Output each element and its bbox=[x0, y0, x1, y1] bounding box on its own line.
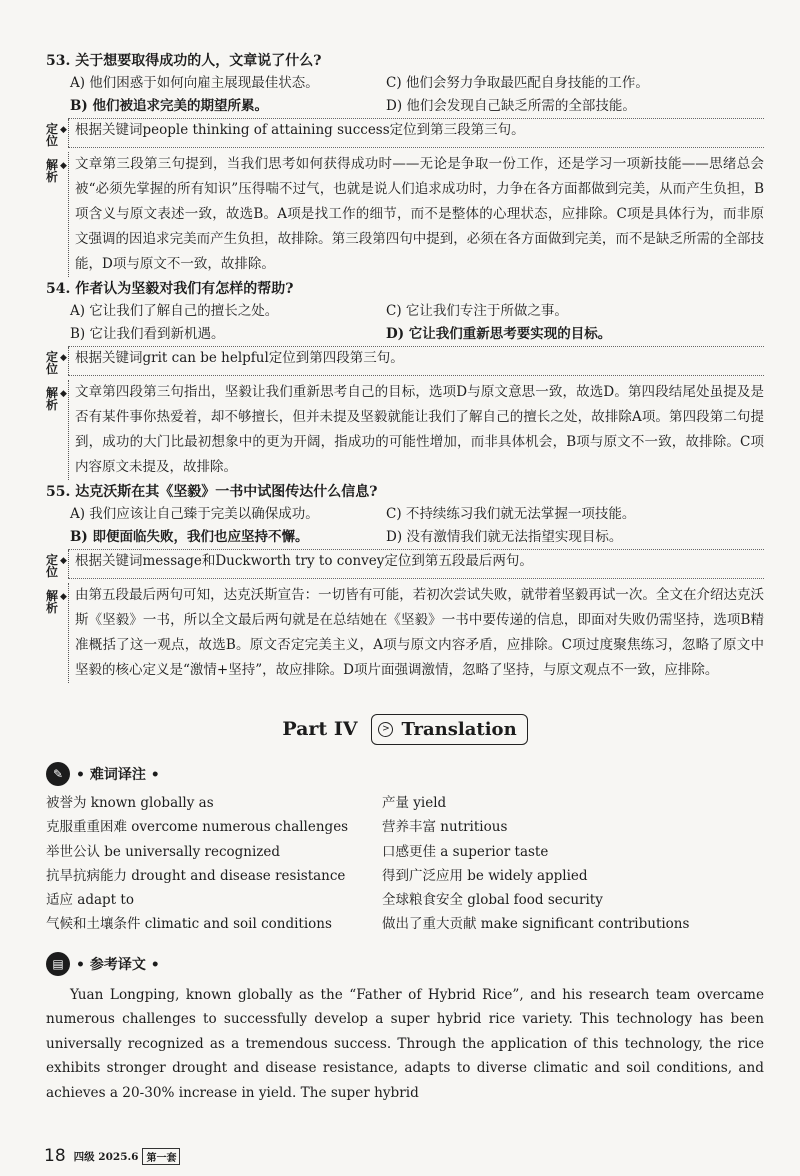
pencil-note-icon: ✎ bbox=[46, 762, 70, 786]
analysis-text: 文章第三段第三句提到，当我们思考如何获得成功时——无论是争取一份工作，还是学习一项新技能——思绪总会被“必须先掌握的所有知识”压得喘不过气，也就是说人们追求成功时，力争在各方面都做到完美，从而产生负担，B项含义与原文表述一致，故选B。A项是找工作的细节，而不是整体的心理状态，应排除。C项是具体行为，而非原文强调的因追求完美而产生负担，故排除。第三段第四句中提到，必须在各方面做到完美，而不是缺乏所需的全部技能，D项与原文不一致，故排除。 bbox=[68, 152, 764, 277]
option-d: D) 它让我们重新思考要实现的目标。 bbox=[386, 326, 612, 342]
analysis-text: 文章第四段第三句指出，坚毅让我们重新思考自己的目标，选项D与原文意思一致，故选D。第四段结尾处虽提及是否有某件事你热爱着，却不够擅长，但并未提及坚毅就能让我们了解自己的擅长之处，故排除A项。第四段第二句提到，成功的大门比最初想象中的更为开阔，指成功的可能性增加，而非具体机会，B项与原文不一致，故排除。C项内容原文未提及，故排除。 bbox=[68, 380, 764, 480]
chevron-right-icon: > bbox=[378, 722, 393, 737]
vocab-item: 气候和土壤条件 climatic and soil conditions bbox=[46, 916, 332, 933]
vocab-section-title: • 难词译注 • bbox=[76, 767, 160, 783]
options bbox=[46, 300, 764, 346]
locate-row bbox=[46, 550, 764, 578]
book-icon: ▤ bbox=[46, 952, 70, 976]
question-55 bbox=[46, 481, 764, 683]
question-title: 54. 作者认为坚毅对我们有怎样的帮助? bbox=[46, 281, 294, 297]
question-title: 55. 达克沃斯在其《坚毅》一书中试图传达什么信息? bbox=[46, 484, 378, 500]
part-number: Part IV bbox=[282, 718, 358, 740]
vocab-item: 做出了重大贡献 make significant contributions bbox=[382, 916, 690, 933]
question-53 bbox=[46, 50, 764, 277]
vocab-item: 营养丰富 nutritious bbox=[382, 819, 508, 836]
vocab-item: 产量 yield bbox=[382, 795, 447, 811]
analysis-row bbox=[46, 152, 764, 277]
page-footer bbox=[44, 1146, 180, 1166]
vocab-item: 举世公认 be universally recognized bbox=[46, 843, 281, 860]
option-a: A) 我们应该让自己臻于完美以确保成功。 bbox=[70, 506, 319, 522]
analysis-label: 解 析 bbox=[46, 386, 59, 412]
part-header bbox=[46, 709, 764, 749]
arrow-icon: ◆ bbox=[60, 353, 67, 363]
option-c: C) 它让我们专注于所做之事。 bbox=[386, 303, 568, 319]
vocab-list bbox=[46, 791, 764, 937]
locate-label: 定 位 bbox=[46, 553, 59, 579]
vocab-item: 被誉为 known globally as bbox=[46, 795, 214, 811]
vocab-item: 口感更佳 a superior taste bbox=[382, 843, 549, 860]
locate-text: 根据关键词message和Duckworth try to convey定位到第五段最后两句。 bbox=[68, 550, 764, 578]
part-title-box bbox=[371, 714, 527, 745]
vocab-item: 得到广泛应用 be widely applied bbox=[382, 867, 588, 884]
locate-label: 定 位 bbox=[46, 122, 59, 148]
analysis-text: 由第五段最后两句可知，达克沃斯宣告：一切皆有可能，若初次尝试失败，就带着坚毅再试一次。全文在介绍达克沃斯《坚毅》一书，所以全文最后两句就是在总结她在《坚毅》一书中要传递的信息，即面对失败仍需坚持，选项B精准概括了这一观点，故选B。原文否定完美主义，A项与原文内容矛盾，应排除。C项过度聚焦练习，忽略了原文中坚毅的核心定义是“激情+坚持”，故应排除。D项片面强调激情，忽略了坚持，与原文观点不一致，应排除。 bbox=[68, 583, 764, 683]
options bbox=[46, 503, 764, 549]
option-d: D) 他们会发现自己缺乏所需的全部技能。 bbox=[386, 98, 636, 114]
question-54 bbox=[46, 278, 764, 480]
locate-row bbox=[46, 347, 764, 375]
analysis-row bbox=[46, 583, 764, 683]
options bbox=[46, 72, 764, 118]
vocab-item: 抗旱抗病能力 drought and disease resistance bbox=[46, 867, 346, 884]
analysis-label: 解 析 bbox=[46, 589, 59, 615]
option-b: B) 即便面临失败，我们也应坚持不懈。 bbox=[70, 529, 309, 545]
part-title: Translation bbox=[401, 718, 517, 740]
option-a: A) 它让我们了解自己的擅长之处。 bbox=[70, 303, 279, 319]
divider bbox=[68, 147, 764, 148]
reference-section-title: • 参考译文 • bbox=[76, 956, 160, 973]
arrow-icon: ◆ bbox=[60, 556, 67, 566]
exam-tag: 四级 2025.6 bbox=[73, 1150, 139, 1163]
option-a: A) 他们困惑于如何向雇主展现最佳状态。 bbox=[70, 75, 319, 91]
locate-row bbox=[46, 119, 764, 147]
set-label: 第一套 bbox=[142, 1148, 180, 1165]
analysis-label: 解 析 bbox=[46, 158, 59, 184]
arrow-icon: ◆ bbox=[60, 592, 67, 602]
vocab-section-header bbox=[46, 761, 764, 787]
arrow-icon: ◆ bbox=[60, 161, 67, 171]
option-b: B) 它让我们看到新机遇。 bbox=[70, 326, 225, 342]
arrow-icon: ◆ bbox=[60, 125, 67, 135]
divider bbox=[68, 578, 764, 579]
question-title: 53. 关于想要取得成功的人，文章说了什么? bbox=[46, 53, 322, 69]
reference-translation: Yuan Longping, known globally as the “Father of Hybrid Rice”, and his research team overcame numerous challenges to successfully develop a super hybrid rice variety. This technology has been universally recognized as a tremendous success. Through the application of this technology, the rice exhibits stronger drought and disease resistance, adapts to diverse climatic and soil conditions, and achieves a 20-30% increase in yield. The super hybrid bbox=[46, 986, 764, 1101]
vocab-item: 适应 adapt to bbox=[46, 892, 134, 909]
locate-text: 根据关键词people thinking of attaining success定位到第三段第三句。 bbox=[68, 119, 764, 147]
option-b: B) 他们被追求完美的期望所累。 bbox=[70, 98, 268, 114]
analysis-row bbox=[46, 380, 764, 480]
page-number: 18 bbox=[44, 1146, 66, 1166]
locate-text: 根据关键词grit can be helpful定位到第四段第三句。 bbox=[68, 347, 764, 375]
locate-label: 定 位 bbox=[46, 350, 59, 376]
reference-section-header bbox=[46, 951, 764, 977]
divider bbox=[68, 375, 764, 376]
arrow-icon: ◆ bbox=[60, 389, 67, 399]
option-d: D) 没有激情我们就无法指望实现目标。 bbox=[386, 529, 623, 545]
vocab-item: 全球粮食安全 global food security bbox=[382, 892, 603, 909]
option-c: C) 他们会努力争取最匹配自身技能的工作。 bbox=[386, 75, 649, 91]
option-c: C) 不持续练习我们就无法掌握一项技能。 bbox=[386, 506, 636, 522]
vocab-item: 克服重重困难 overcome numerous challenges bbox=[46, 819, 349, 836]
